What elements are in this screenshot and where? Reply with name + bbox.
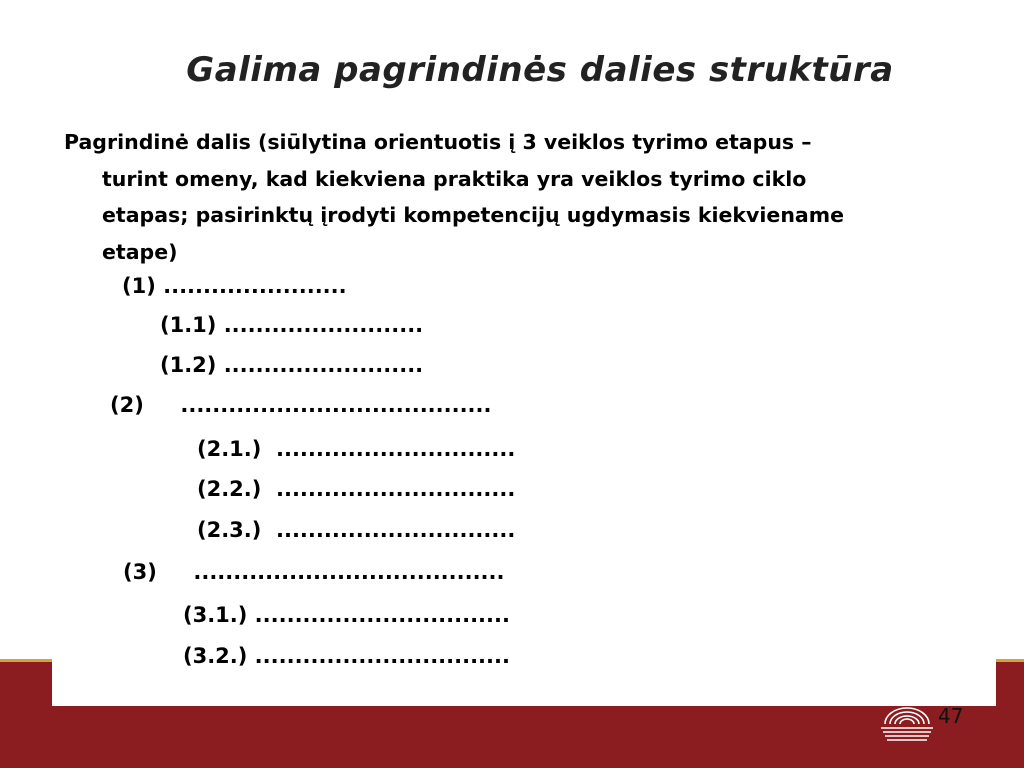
footer-band (0, 706, 1024, 768)
outline-item-3-2: (3.2.) ................................ (183, 644, 510, 668)
outline-item-3: (3) ....................................... (123, 560, 505, 584)
slide-title: Galima pagrindinės dalies struktūra (186, 50, 894, 90)
outline-item-2: (2) ....................................... (110, 393, 492, 417)
intro-line: turint omeny, kad kiekviena praktika yra veiklos tyrimo ciklo (102, 166, 807, 191)
footer-right-tab (996, 659, 1024, 768)
book-sun-logo-icon (877, 704, 937, 744)
outline-item-2-2: (2.2.) .............................. (197, 477, 516, 501)
outline-item-1-1: (1.1) ......................... (160, 313, 424, 337)
intro-line: etapas; pasirinktų įrodyti kompetencijų ugdymasis kiekviename (102, 203, 845, 227)
intro-line: etape) (102, 239, 178, 264)
footer-left-tab (0, 659, 52, 768)
outline-item-3-1: (3.1.) ................................ (183, 603, 510, 627)
outline-item-2-1: (2.1.) .............................. (197, 437, 516, 461)
intro-line: Pagrindinė dalis (siūlytina orientuotis į 3 veiklos tyrimo etapus – (64, 130, 812, 154)
intro-paragraph (64, 124, 964, 270)
outline-item-2-3: (2.3.) .............................. (197, 518, 516, 542)
page-number: 47 (938, 704, 964, 728)
outline-item-1: (1) ....................... (122, 274, 347, 298)
outline-item-1-2: (1.2) ......................... (160, 353, 424, 377)
